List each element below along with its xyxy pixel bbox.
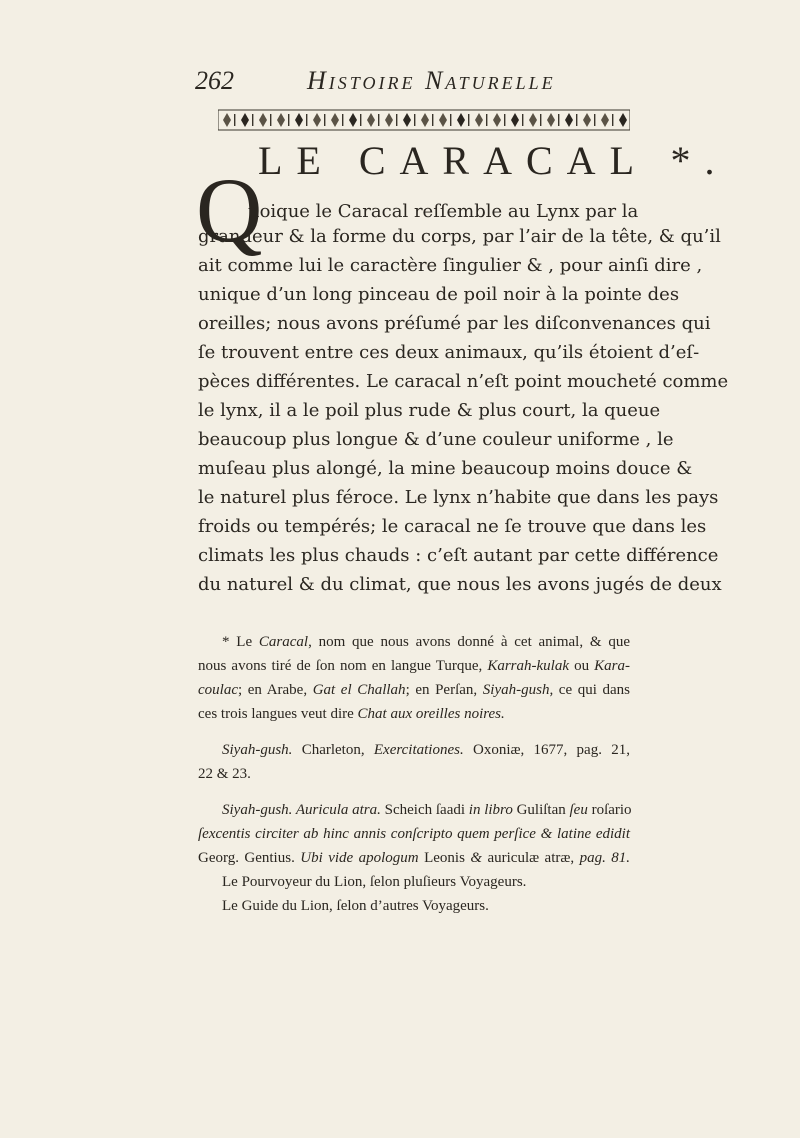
ornament-motif bbox=[277, 113, 285, 127]
ornament-divider bbox=[468, 114, 469, 126]
ornament-divider bbox=[378, 114, 379, 126]
note-italic: pag. 81. bbox=[579, 850, 631, 866]
ornament-divider bbox=[522, 114, 523, 126]
ornament-divider bbox=[288, 114, 289, 126]
note-italic: ſexcentis circiter ab hinc annis conſcripto quem perſice bbox=[198, 826, 541, 842]
ornament-motif bbox=[241, 113, 249, 127]
running-title: Histoire Naturelle bbox=[307, 66, 556, 95]
ornament-motif bbox=[565, 113, 573, 127]
ornament-divider bbox=[450, 114, 451, 126]
body-line: ait comme lui le caractère ſingulier & , pour ainſi dire , bbox=[198, 255, 703, 276]
ornament-band bbox=[218, 108, 630, 132]
body-line: le naturel plus féroce. Le lynx n’habite que dans les pays bbox=[198, 487, 719, 508]
ornament-divider bbox=[360, 114, 361, 126]
ornament-motif bbox=[529, 113, 537, 127]
body-line: pèces différentes. Le caracal n’eſt point moucheté comme bbox=[198, 371, 729, 392]
ornament-divider bbox=[324, 114, 325, 126]
ornament-motif bbox=[619, 113, 627, 127]
note-italic: Kara- bbox=[594, 658, 630, 674]
ornament-divider bbox=[540, 114, 541, 126]
ornament-motif bbox=[349, 113, 357, 127]
body-line: unique d’un long pinceau de poil noir à la pointe des bbox=[198, 284, 680, 305]
ornament-divider bbox=[432, 114, 433, 126]
ornament-motif bbox=[493, 113, 501, 127]
note-italic: Siyah-gush. Auricula atra. bbox=[222, 802, 381, 818]
footnote-line bbox=[198, 656, 630, 676]
note-text: Leonis bbox=[418, 850, 471, 866]
ornament-motif bbox=[601, 113, 609, 127]
ornament-motif bbox=[259, 113, 267, 127]
running-head bbox=[195, 66, 635, 98]
note-text: Charleton, bbox=[292, 742, 374, 758]
ornament-motif bbox=[583, 113, 591, 127]
ornament-divider bbox=[486, 114, 487, 126]
body-line: climats les plus chauds : c’eſt autant par cette différence bbox=[198, 545, 719, 566]
note-text: * Le bbox=[222, 634, 259, 650]
body-line: ſe trouvent entre ces deux animaux, qu’ils étoient d’eſ- bbox=[198, 342, 700, 363]
note-italic: Chat aux oreilles noires. bbox=[357, 706, 505, 722]
footnote-line bbox=[222, 740, 630, 760]
ornament-divider bbox=[270, 114, 271, 126]
note-text: , nom que nous avons donné à cet animal, & que bbox=[308, 634, 630, 650]
ornament-divider bbox=[234, 114, 235, 126]
ornament-divider bbox=[252, 114, 253, 126]
ornament-divider bbox=[576, 114, 577, 126]
footnote-line bbox=[198, 824, 630, 844]
body-line: du naturel & du climat, que nous les avons jugés de deux bbox=[198, 574, 722, 595]
note-text: 22 & 23. bbox=[198, 766, 251, 782]
body-line: muſeau plus alongé, la mine beaucoup moins douce & bbox=[198, 458, 693, 479]
body-line: froids ou tempérés; le caracal ne ſe trouve que dans les bbox=[198, 516, 707, 537]
ornament-divider bbox=[558, 114, 559, 126]
ornament-divider bbox=[504, 114, 505, 126]
note-italic: coulac bbox=[198, 682, 238, 698]
ornament-divider bbox=[306, 114, 307, 126]
note-italic: Caracal bbox=[258, 634, 309, 650]
note-text: ces trois langues veut dire bbox=[198, 706, 358, 722]
note-italic: Ubi vide apologum bbox=[300, 850, 419, 866]
ornament-motif bbox=[475, 113, 483, 127]
note-text: Le Pourvoyeur du Lion, ſelon pluſieurs Voyageurs. bbox=[222, 874, 527, 890]
footnote-line bbox=[198, 704, 630, 724]
footnote-line bbox=[222, 872, 630, 892]
footnote-line bbox=[198, 764, 630, 784]
note-italic: & bbox=[540, 826, 553, 842]
note-italic: Gat el Challah bbox=[312, 682, 406, 698]
note-italic: latine edidit bbox=[552, 826, 630, 842]
ornament-motif bbox=[223, 113, 231, 127]
ornament-motif bbox=[547, 113, 555, 127]
footnote-line bbox=[198, 848, 630, 868]
body-line: le lynx, il a le poil plus rude & plus court, la queue bbox=[198, 400, 661, 421]
footnote-line bbox=[222, 800, 630, 820]
body-line: oreilles; nous avons préſumé par les diſconvenances qui bbox=[198, 313, 711, 334]
ornament-motif bbox=[313, 113, 321, 127]
note-text: Guliſtan bbox=[512, 802, 570, 818]
ornament-motif bbox=[367, 113, 375, 127]
note-text: nous avons tiré de ſon nom en langue Turque, bbox=[198, 658, 488, 674]
ornament-motif bbox=[421, 113, 429, 127]
note-italic: in libro bbox=[468, 802, 513, 818]
note-text: auriculæ atræ, bbox=[482, 850, 580, 866]
note-text: ; en Arabe, bbox=[237, 682, 313, 698]
ornament-motif bbox=[385, 113, 393, 127]
note-text: Scheich ſaadi bbox=[380, 802, 469, 818]
footnote-line bbox=[222, 632, 630, 652]
note-text: ce qui dans bbox=[553, 682, 630, 698]
ornament-motif bbox=[511, 113, 519, 127]
note-italic: Exercitationes. bbox=[373, 742, 464, 758]
note-italic: Karrah-kulak bbox=[487, 658, 570, 674]
note-italic: & bbox=[470, 850, 483, 866]
note-text: ; en Perſan, bbox=[405, 682, 483, 698]
note-text: Georg. Gentius. bbox=[198, 850, 301, 866]
note-italic: ſeu bbox=[569, 802, 588, 818]
ornament-motif bbox=[295, 113, 303, 127]
note-italic: Siyah-gush. bbox=[222, 742, 293, 758]
footnote-line bbox=[222, 896, 630, 916]
body-line: grandeur & la forme du corps, par l’air de la tête, & qu’il bbox=[198, 226, 721, 247]
ornament-motif bbox=[439, 113, 447, 127]
body-line: uoique le Caracal reſſemble au Lynx par la bbox=[248, 201, 639, 222]
note-text: roſario bbox=[587, 802, 632, 818]
note-text: ou bbox=[569, 658, 595, 674]
ornament-motif bbox=[331, 113, 339, 127]
ornament-divider bbox=[342, 114, 343, 126]
ornament-divider bbox=[414, 114, 415, 126]
ornament-divider bbox=[594, 114, 595, 126]
ornament-motif bbox=[457, 113, 465, 127]
note-text: Oxoniæ, 1677, pag. 21, bbox=[463, 742, 630, 758]
note-italic: Siyah-gush, bbox=[482, 682, 554, 698]
drop-cap-letter: Q bbox=[196, 159, 263, 261]
body-line: beaucoup plus longue & d’une couleur uniforme , le bbox=[198, 429, 674, 450]
ornament-divider bbox=[396, 114, 397, 126]
page-number: 262 bbox=[195, 66, 234, 95]
chapter-title: LE CARACAL *. bbox=[258, 138, 729, 183]
ornament-motif bbox=[403, 113, 411, 127]
ornament-divider bbox=[612, 114, 613, 126]
footnote-line bbox=[198, 680, 630, 700]
note-text: Le Guide du Lion, ſelon d’autres Voyageurs. bbox=[222, 898, 489, 914]
